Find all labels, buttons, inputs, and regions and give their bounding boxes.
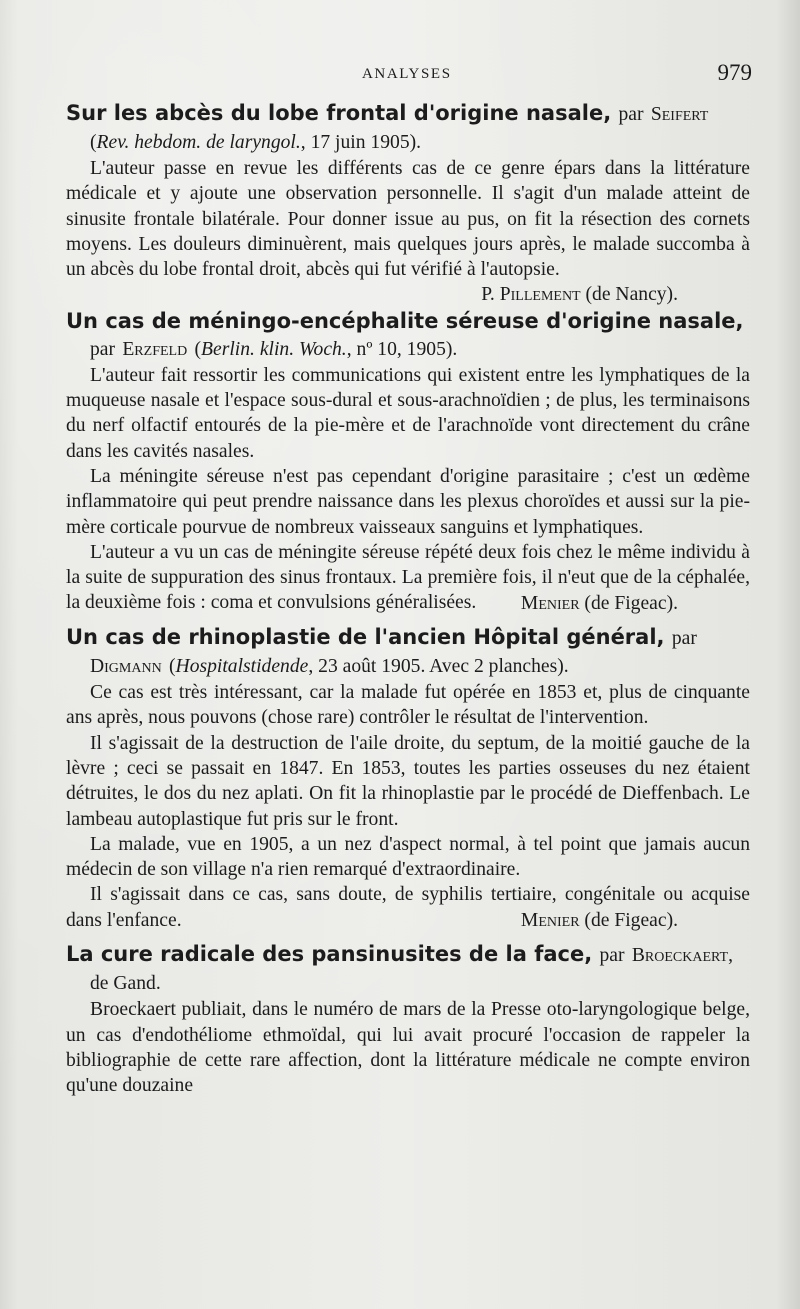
source-rest: , nº 10, 1905). <box>346 338 458 360</box>
journal-name: Rev. hebdom. de laryngol. <box>96 132 301 153</box>
source-open: ( <box>90 132 97 153</box>
article-rhinoplastie <box>66 624 750 933</box>
paragraph: L'auteur a vu un cas de méningite séreuse répété deux fois chez le même individu à la suite de suppuration des sinus frontaux. La première fois, il n'eut que de la céphalée, la deuxième fois : coma et convulsions généralisées. <box>66 541 750 614</box>
article-title <box>66 308 750 363</box>
title-text: Un cas de rhinoplastie de l'ancien Hôpital général, <box>66 625 665 650</box>
source-rest: , 17 juin 1905). <box>300 132 422 153</box>
author-name: Digmann <box>90 656 162 678</box>
page-number: 979 <box>717 60 752 85</box>
by-word: par <box>618 104 644 125</box>
signature-place: (de Figeac). <box>579 592 678 614</box>
article-title <box>66 100 750 156</box>
by-word: par <box>671 628 697 650</box>
author-name: Seifert <box>650 104 709 125</box>
signature-name: P. Pillement <box>481 284 581 306</box>
author-name: Erzfeld <box>122 338 188 360</box>
article-source: , de Gand. <box>90 945 733 995</box>
paragraph: Il s'agissait dans ce cas, sans doute, de syphilis tertiaire, congénitale ou acquise dans l'enfance. <box>66 884 750 931</box>
article-cure-pansinusites <box>66 941 750 1098</box>
journal-name: Berlin. klin. Woch. <box>201 338 347 360</box>
paragraph: Broeckaert publiait, dans le numéro de mars de la Presse oto-laryngologique belge, un cas d'endothéliome ethmoïdal, qui lui avait procuré l'occasion de rappeler la bibliographie de cette rare affection, dont la littérature médicale ne compte environ qu'une douzaine <box>66 999 750 1097</box>
signature-place: (de Nancy). <box>580 284 678 306</box>
signature-name: Menier <box>520 592 580 614</box>
signature <box>66 282 750 307</box>
paragraph: La méningite séreuse n'est pas cependant d'origine parasitaire ; c'est un œdème inflammatoire qui peut prendre naissance dans les plexus choroïdes et aussi sur la pie-mère corticale pourvue de nombreux vaisseaux sanguins et lymphatiques. <box>66 465 750 538</box>
by-word: par <box>90 338 116 360</box>
source-open: ( <box>194 338 202 360</box>
spacer <box>66 933 750 941</box>
title-text: Un cas de méningo-encéphalite séreuse d'origine nasale, <box>66 308 744 333</box>
running-head: ANALYSES <box>362 66 452 82</box>
article-source <box>195 339 458 360</box>
source-open: ( <box>169 656 176 678</box>
text-column <box>66 100 750 1099</box>
title-text: Sur les abcès du lobe frontal d'origine nasale, <box>66 101 612 125</box>
paragraph: L'auteur passe en revue les différents cas de ce genre épars dans la littérature médicale et y ajoute une observation personnelle. Il s'agit d'un malade atteint de sinusite frontale bilatérale. Pour donner issue au pus, on fit la résection des cornets moyens. Les douleurs diminuèrent, mais quelques jours après, le malade succomba à un abcès du lobe frontal droit, abcès qui fut vérifié à l'autopsie. <box>66 158 750 281</box>
by-word: par <box>599 945 625 967</box>
article-abces-lobe-frontal <box>66 100 750 308</box>
article-source <box>169 656 569 677</box>
source-rest: , 23 août 1905. Avec 2 planches). <box>308 656 569 678</box>
paragraph: Il s'agissait de la destruction de l'aile droite, du septum, de la moitié gauche de la lèvre ; ceci se passait en 1847. En 1853, toutes les parties osseuses du nez étaient détruites, le dos du nez aplati. On fit la rhinoplastie par le procédé de Dieffenbach. Le lambeau autoplastique fut pris sur le front. <box>66 732 750 830</box>
article-title <box>66 624 750 680</box>
paragraph: La malade, vue en 1905, a un nez d'aspect normal, à tel point que jamais aucun médecin de son village n'a rien remarqué d'extraordinaire. <box>66 833 750 881</box>
author-name: Broeckaert <box>631 945 729 967</box>
article-source <box>90 132 421 153</box>
signature-name: Menier <box>520 910 580 932</box>
paragraph: Ce cas est très intéressant, car la malade fut opérée en 1853 et, plus de cinquante ans après, nous pouvons (chose rare) contrôler le résultat de l'intervention. <box>66 682 750 729</box>
signature-place: (de Figeac). <box>579 910 678 932</box>
paragraph: L'auteur fait ressortir les communications qui existent entre les lymphatiques de la muqueuse nasale et l'espace sous-dural et sous-arachnoïdien ; de plus, les terminaisons du nerf olfactif entourés de la pie-mère et de l'arachnoïde vont directement du crâne dans les cavités nasales. <box>66 364 750 462</box>
page-header <box>70 60 768 90</box>
spacer <box>66 616 750 624</box>
article-title <box>66 941 750 997</box>
journal-name: Hospitalstidende <box>175 656 309 678</box>
title-text: La cure radicale des pansinusites de la face, <box>66 942 593 967</box>
article-meningo-encephalite <box>66 308 750 616</box>
